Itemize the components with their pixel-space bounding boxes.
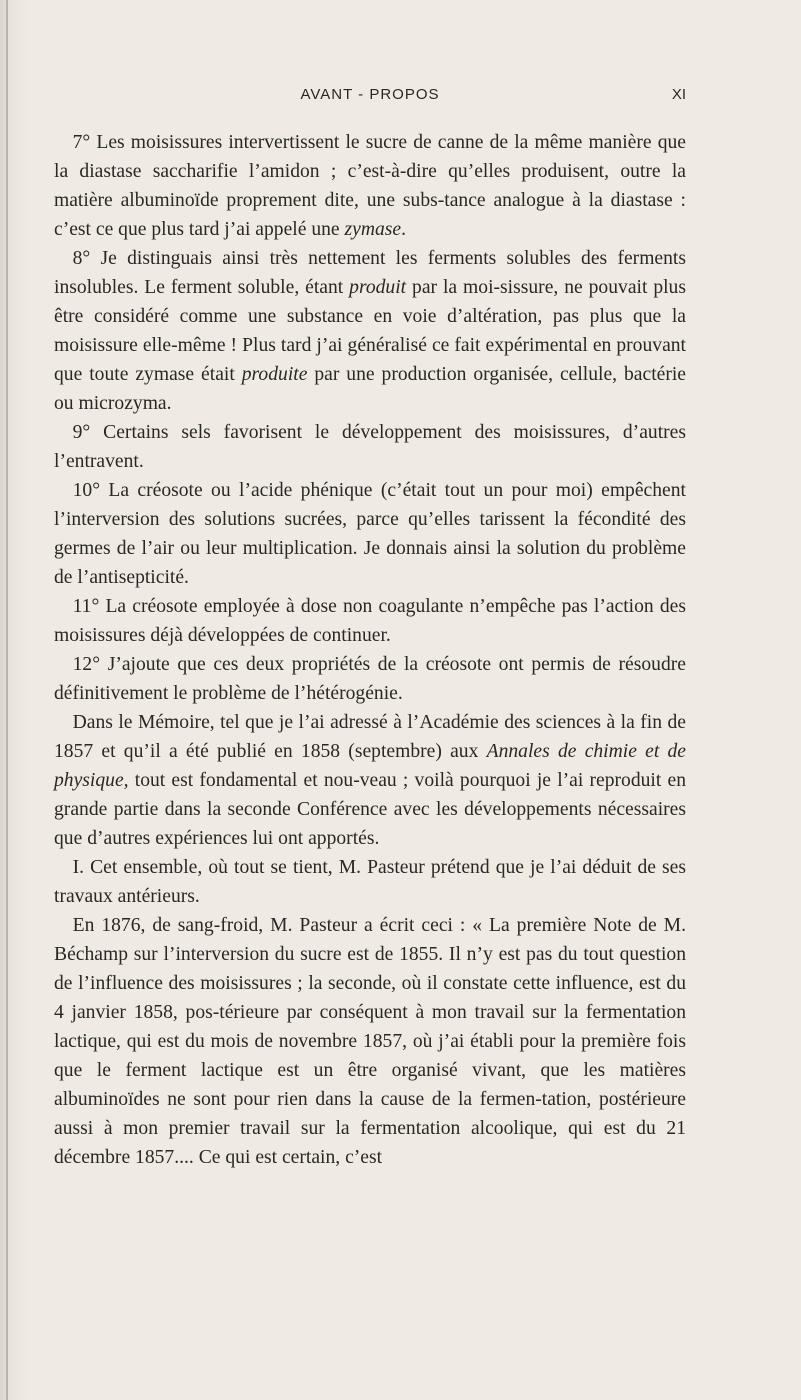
page-header <box>54 86 686 112</box>
paragraph-10: 10° La créosote ou l’acide phénique (c’était tout un pour moi) empêchent l’interversion des solutions sucrées, parce qu’elles tarissent la fécondité des germes de l’air ou leur multiplication. Je donnais ainsi la solution du problème de l’antisepticité. <box>54 480 686 588</box>
paragraph-1876: En 1876, de sang-froid, M. Pasteur a écrit ceci : « La première Note de M. Béchamp sur l’interversion du sucre est de 1855. Il n’y est pas du tout question de l’influence des moisissures ; la seconde, où il constate cette influence, est du 4 janvier 1858, pos-térieure par conséquent à mon travail sur la fermentation lactique, qui est du mois de novembre 1857, où j’ai établi pour la première fois que le ferment lactique est un être organisé vivant, que les matières albuminoïdes ne sont pour rien dans la cause de la fermen-tation, postérieure aussi à mon premier travail sur la fermentation alcoolique, qui est du 21 décembre 1857.... Ce qui est certain, c’est <box>54 915 686 1168</box>
paragraph-memoire: Dans le Mémoire, tel que je l’ai adressé à l’Académie des sciences à la fin de 1857 et qu’il a été publié en 1858 (septembre) aux Annales de chimie et de physique, tout est fondamental et nou-veau ; voilà pourquoi je l’ai reproduit en grande partie dans la seconde Conférence avec les développements nécessaires que d’autres expériences lui ont apportés. <box>54 712 686 849</box>
running-head: AVANT - PROPOS <box>300 86 440 103</box>
body-text <box>54 128 686 1172</box>
paragraph-12: 12° J’ajoute que ces deux propriétés de la créosote ont permis de résoudre définitivement le problème de l’hétérogénie. <box>54 654 686 704</box>
paragraph-7: 7° Les moisissures intervertissent le sucre de canne de la même manière que la diastase saccharifie l’amidon ; c’est-à-dire qu’elles produisent, outre la matière albuminoïde proprement dite, une subs-tance analogue à la diastase : c’est ce que plus tard j’ai appelé une zymase. <box>54 132 686 240</box>
paragraph-8: 8° Je distinguais ainsi très nettement les ferments solubles des ferments insolubles. Le ferment soluble, étant produit par la moi-sissure, ne pouvait plus être considéré comme une substance en voie d’altération, pas plus que la moisissure elle-même ! Plus tard j’ai généralisé ce fait expérimental en prouvant que toute zymase était produite par une production organisée, cellule, bactérie ou microzyma. <box>54 248 686 414</box>
paragraph-9: 9° Certains sels favorisent le développement des moisissures, d’autres l’entravent. <box>54 422 686 472</box>
paragraph-I: I. Cet ensemble, où tout se tient, M. Pasteur prétend que je l’ai déduit de ses travaux antérieurs. <box>54 857 686 907</box>
paragraph-11: 11° La créosote employée à dose non coagulante n’empêche pas l’action des moisissures déjà développées de continuer. <box>54 596 686 646</box>
page-number: XI <box>671 86 686 103</box>
page-spine-edge <box>6 0 8 1400</box>
